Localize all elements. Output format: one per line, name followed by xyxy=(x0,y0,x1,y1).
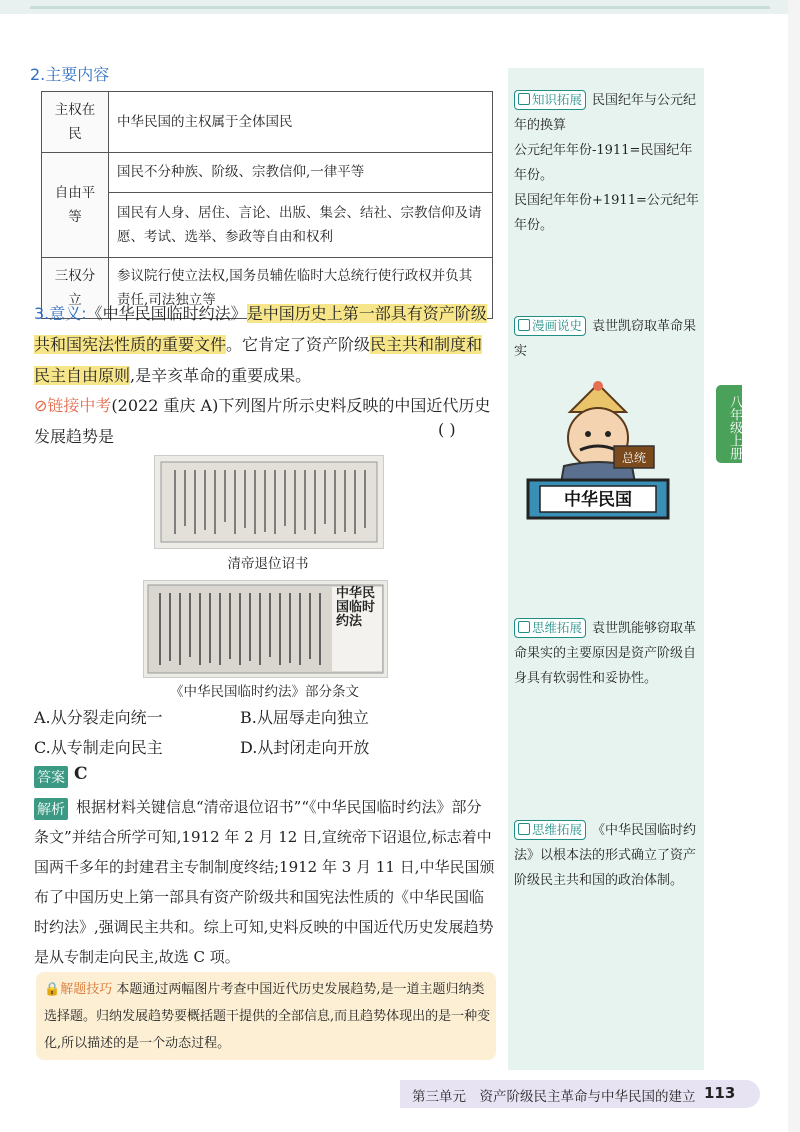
option-b[interactable]: B.从屈辱走向独立 xyxy=(240,708,369,727)
footer-unit-title: 第三单元 资产阶级民主革命与中华民国的建立 xyxy=(412,1089,696,1105)
table-cell: 国民不分种族、阶级、宗教信仰,一律平等 xyxy=(109,153,493,193)
abdication-edict-image xyxy=(155,456,383,548)
sidebar-box-thinking-1: 思维拓展 袁世凯能够窃取革命果实的主要原因是资产阶级自身具有软弱性和妥协性。 xyxy=(514,620,697,686)
thinking-tag-2: 思维拓展 xyxy=(514,820,586,840)
thinking-icon-2 xyxy=(518,823,530,835)
table-head-freedom: 自由平等 xyxy=(42,153,109,258)
thinking-tag-1: 思维拓展 xyxy=(514,618,586,638)
grade-side-tab[interactable]: 八年级上册 xyxy=(716,385,742,463)
table-cell: 国民有人身、居住、言论、出版、集会、结社、宗教信仰及请愿、考试、选举、参政等自由和权利 xyxy=(109,192,493,257)
table-row xyxy=(42,92,493,153)
explanation-tag: 解析 xyxy=(34,798,68,820)
explanation-text: 根据材料关键信息“清帝退位诏书”“《中华民国临时约法》部分条文”并结合所学可知,1912 年 2 月 12 日,宣统帝下诏退位,标志着中国两千多年的封建君主专制制度终结;1912 年 3 月 11 日,中华民国颁布了中国历史上第一部具有资产阶级共和国宪法性质的《中华民国临时约法》,强调民主共和。综上可知,史料反映的中国近代历史发展趋势是从专制走向民主,故选 C 项。 xyxy=(34,798,495,966)
cartoon-eye-right xyxy=(605,431,611,437)
provisional-constitution-photo xyxy=(143,580,388,678)
table-head-separation: 三权分立 xyxy=(42,258,109,319)
cartoon-tag: 漫画说史 xyxy=(514,316,586,336)
tip-title: 🔒解题技巧 xyxy=(44,982,113,997)
option-c[interactable]: C.从专制走向民主 xyxy=(34,738,163,757)
sidebar-box-cartoon: 漫画说史 袁世凯窃取革命果实 xyxy=(514,318,697,359)
table-row xyxy=(42,192,493,257)
yuan-shikai-cartoon xyxy=(518,380,678,530)
abdication-edict-photo xyxy=(154,455,384,549)
knowledge-line-3: 民国纪年年份+1911=公元纪年年份。 xyxy=(514,193,699,233)
knowledge-tag: 知识拓展 xyxy=(514,90,586,110)
question-stem: ⊘链接中考(2022 重庆 A)下列图片所示史料反映的中国近代历史发展趋势是 xyxy=(34,396,491,446)
tip-text: 本题通过两幅图片考查中国近代历史发展趋势,是一道主题归纳类选择题。归纳发展趋势要概括题干提供的全部信息,而且趋势体现出的是一种变化,所以描述的是一个动态过程。 xyxy=(44,982,491,1051)
caption-abdication: 清帝退位诏书 xyxy=(227,556,309,572)
table-row xyxy=(42,153,493,193)
page-number: 113 xyxy=(704,1084,736,1102)
cartoon-banner-text: 总统 xyxy=(621,451,647,465)
page-edge xyxy=(788,0,800,1132)
cartoon-eye-left xyxy=(585,431,591,437)
section-title: 2.主要内容 xyxy=(30,65,110,84)
knowledge-icon xyxy=(518,93,530,105)
tip-content xyxy=(44,976,492,1057)
thinking-icon-1 xyxy=(518,621,530,633)
cartoon-hat-plume xyxy=(593,381,603,391)
option-d[interactable]: D.从封闭走向开放 xyxy=(240,738,370,757)
answer-tag: 答案 xyxy=(34,766,68,788)
answer-value: C xyxy=(74,764,88,784)
table-cell: 中华民国的主权属于全体国民 xyxy=(109,92,493,153)
cartoon-sign-text: 中华民国 xyxy=(564,490,632,510)
cartoon-icon xyxy=(518,319,530,331)
knowledge-line-2: 公元纪年年份-1911=民国纪年年份。 xyxy=(514,143,693,183)
content-table xyxy=(41,91,493,319)
caption-constitution: 《中华民国临时约法》部分条文 xyxy=(170,684,359,700)
table-head-sovereignty: 主权在民 xyxy=(42,92,109,153)
answer-paren: ( ) xyxy=(438,420,456,439)
option-a[interactable]: A.从分裂走向统一 xyxy=(34,708,163,727)
top-border-line xyxy=(30,6,770,9)
significance-paragraph: 3.意义:《中华民国临时约法》是中国历史上第一部具有资产阶级共和国宪法性质的重要文件。它肯定了资产阶级民主共和制度和民主自由原则,是辛亥革命的重要成果。 xyxy=(34,304,487,385)
sidebar-box-thinking-2: 思维拓展 《中华民国临时约法》以根本法的形式确立了资产阶级民主共和国的政治体制。 xyxy=(514,822,697,888)
constitution-photo-title: 中华民国临时约法 xyxy=(336,586,376,629)
sidebar-box-knowledge: 知识拓展 民国纪年与公元纪年的换算 公元纪年年份-1911=民国纪年年份。 民国纪年年份+1911=公元纪年年份。 xyxy=(514,92,699,233)
link-exam-tag: ⊘链接中考 xyxy=(34,396,112,415)
table-cell: 参议院行使立法权,国务员辅佐临时大总统行使行政权并负其责任,司法独立等 xyxy=(109,258,493,319)
